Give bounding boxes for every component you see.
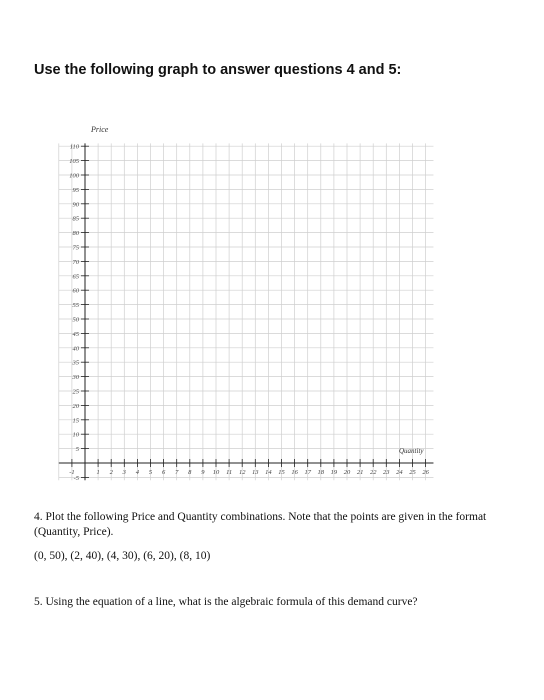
x-tick-label: 20 (343, 469, 351, 476)
x-tick-label: 26 (422, 469, 429, 476)
x-tick-label: 4 (135, 469, 140, 476)
y-tick-label: 60 (72, 287, 79, 295)
x-axis-label: Quantity (399, 447, 424, 455)
x-tick-label: 11 (226, 469, 233, 476)
x-tick-label: 22 (369, 469, 377, 476)
x-tick-label: 24 (396, 469, 403, 476)
y-tick-label: 5 (75, 446, 79, 454)
y-tick-label: 75 (72, 244, 79, 252)
question-5: 5. Using the equation of a line, what is the algebraic formula of this demand curve? (34, 596, 418, 608)
question-4: 4. Plot the following Price and Quantity combinations. Note that the points are given in the format (Quantity, Price). (34, 511, 487, 538)
x-tick-label: 17 (304, 469, 311, 476)
x-tick-label: 14 (265, 469, 272, 476)
y-axis-label: Price (91, 125, 109, 134)
x-tick-label: 10 (212, 469, 220, 476)
y-tick-label: 80 (72, 230, 79, 238)
x-tick-label: 25 (409, 469, 416, 476)
y-tick-label: 90 (72, 201, 79, 209)
y-tick-label: 65 (72, 273, 79, 281)
x-tick-label: 8 (188, 469, 192, 476)
y-tick-label: 35 (72, 359, 79, 367)
x-tick-label: 16 (291, 469, 298, 476)
x-tick-label: 9 (201, 469, 205, 476)
tick-labels (69, 144, 429, 482)
y-tick-label: 30 (72, 374, 79, 382)
x-tick-label: 19 (330, 469, 338, 476)
x-tick-label: 3 (122, 469, 126, 476)
y-tick-label: 40 (72, 345, 79, 353)
y-tick-label: 45 (72, 330, 79, 338)
x-tick-label: 18 (317, 469, 325, 476)
y-tick-label: 10 (72, 431, 79, 439)
axes (59, 143, 434, 480)
x-tick-label: 6 (161, 469, 166, 476)
y-tick-label: 110 (69, 143, 79, 151)
y-tick-label: 100 (69, 172, 79, 180)
x-tick-label: 15 (278, 469, 285, 476)
y-tick-label: -5 (73, 474, 79, 482)
x-tick-label: 5 (148, 469, 153, 476)
x-tick-label: 7 (175, 469, 179, 476)
x-tick-label: 23 (383, 469, 390, 476)
y-tick-label: 50 (72, 316, 79, 324)
question-4-points: (0, 50), (2, 40), (4, 30), (6, 20), (8, 10) (34, 550, 211, 562)
x-tick-label: 1 (96, 469, 100, 476)
grid-lines (59, 143, 434, 480)
x-tick-label: 13 (252, 469, 259, 476)
x-tick-label: -1 (69, 469, 75, 476)
y-tick-label: 55 (72, 302, 79, 310)
x-tick-label: 12 (238, 469, 246, 476)
x-tick-label: 2 (109, 469, 113, 476)
y-tick-label: 25 (72, 388, 79, 396)
worksheet-heading: Use the following graph to answer questions 4 and 5: (34, 62, 402, 78)
y-tick-label: 20 (72, 402, 79, 410)
y-tick-label: 105 (69, 158, 79, 166)
x-tick-label: 21 (356, 469, 364, 476)
y-tick-label: 15 (72, 417, 79, 425)
y-tick-label: 85 (72, 215, 79, 223)
y-tick-label: 95 (72, 186, 79, 194)
y-tick-label: 70 (72, 258, 79, 266)
